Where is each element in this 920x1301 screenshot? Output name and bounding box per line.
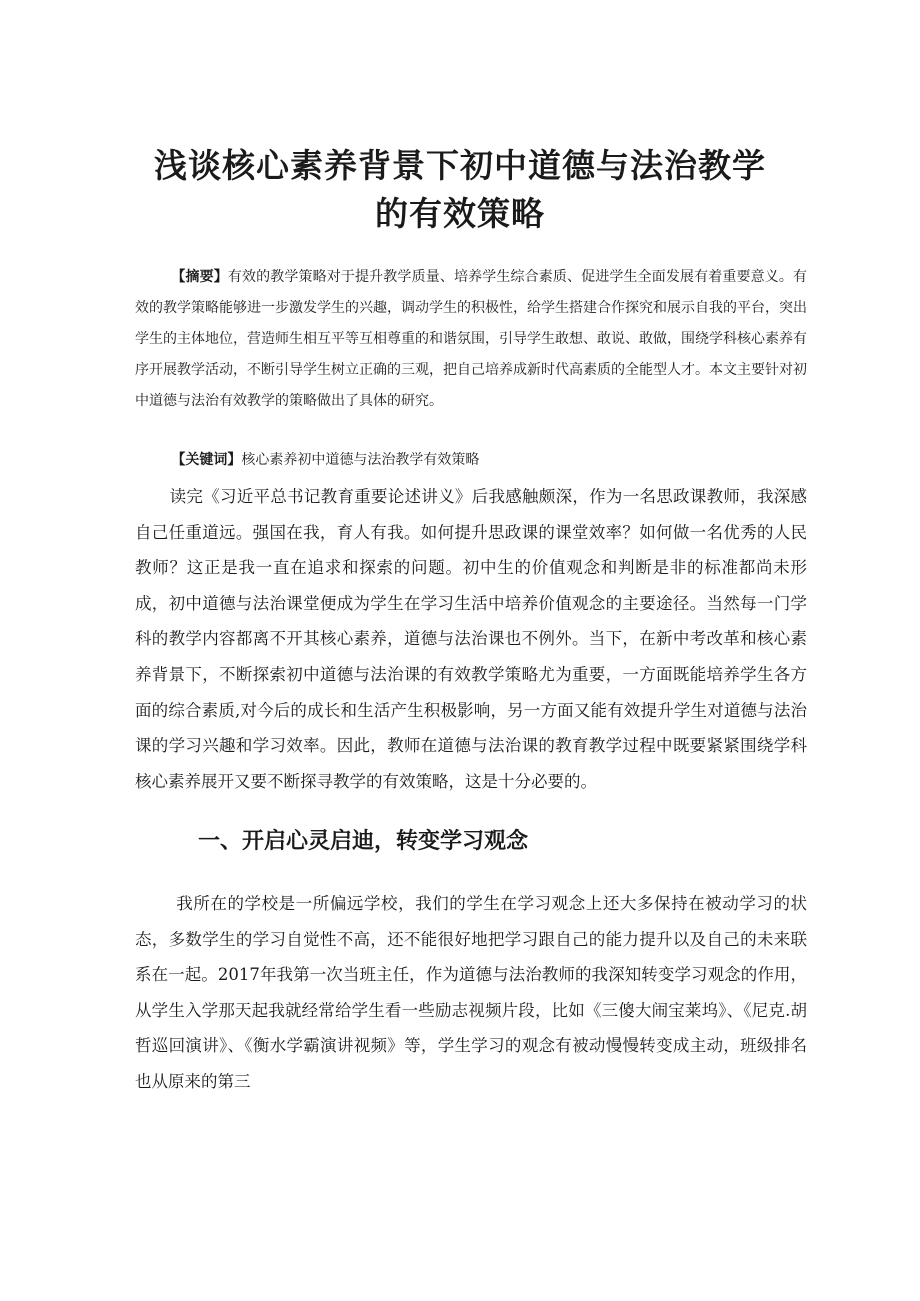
abstract-text: 有效的教学策略对于提升教学质量、培养学生综合素质、促进学生全面发展有着重要意义。有效的教学策略能够进一步激发学生的兴趣，调动学生的积极性，给学生搭建合作探究和展示自我的平台，突出学生的主体地位，营造师生相互平等互相尊重的和谐氛围，引导学生敢想、敢说、敢做，围绕学科核心素养有序开展教学活动，不断引导学生树立正确的三观，把自己培养成新时代高素质的全能型人才。本文主要针对初中道德与法治有效教学的策略做出了具体的研究。 (135, 269, 808, 409)
intro-paragraph: 读完《习近平总书记教育重要论述讲义》后我感触颇深，作为一名思政课教师，我深感自己任重道远。强国在我，育人有我。如何提升思政课的课堂效率？如何做一名优秀的人民教师？这正是我一直在追求和探索的问题。初中生的价值观念和判断是非的标准都尚未形成，初中道德与法治课堂便成为学生在学习生活中培养价值观念的主要途径。当然每一门学科的教学内容都离不开其核心素养，道德与法治课也不例外。当下，在新中考改革和核心素养背景下，不断探索初中道德与法治课的有效教学策略尤为重要，一方面既能培养学生各方面的综合素质,对今后的成长和生活产生积极影响，另一方面又能有效提升学生对道德与法治课的学习兴趣和学习效率。因此，教师在道德与法治课的教育教学过程中既要紧紧围绕学科核心素养展开又要不断探寻教学的有效策略，这是十分必要的。 (135, 487, 807, 791)
section-1-paragraph: 我所在的学校是一所偏远学校，我们的学生在学习观念上还大多保持在被动学习的状态，多数学生的学习自觉性不高，还不能很好地把学习跟自己的能力提升以及自己的未来联系在一起。2017年我第一次当班主任，作为道德与法治教师的我深知转变学习观念的作用，从学生入学那天起我就经常给学生看一些励志视频片段，比如《三傻大闹宝莱坞》、《尼克.胡哲巡回演讲》、《衡水学霸演讲视频》等，学生学习的观念有被动慢慢转变成主动，班级排名也从原来的第三 (135, 894, 807, 1091)
keywords-line (135, 445, 807, 476)
document-title-line-2: 的有效策略 (375, 194, 545, 233)
keywords-text: 核心素养初中道德与法治教学有效策略 (241, 452, 480, 468)
keywords-label: 【关键词】 (171, 452, 242, 468)
abstract-paragraph (135, 262, 807, 417)
abstract-label: 【摘要】 (171, 269, 228, 285)
document-title-line-1: 浅谈核心素养背景下初中道德与法治教学 (154, 146, 766, 185)
section-1-heading: 一、开启心灵启迪，转变学习观念 (198, 829, 529, 854)
